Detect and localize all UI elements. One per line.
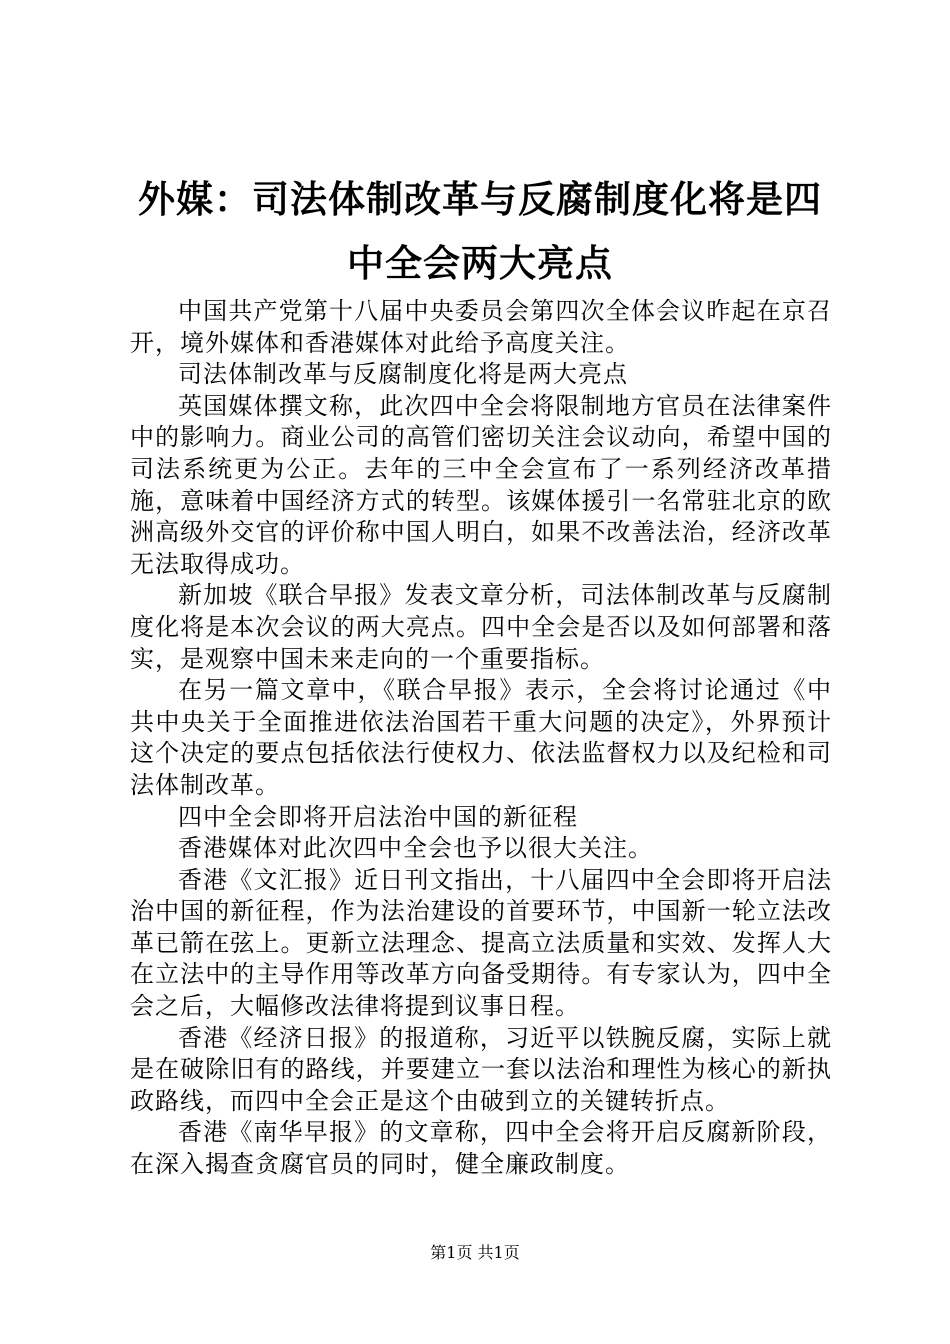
document-body <box>130 296 832 1181</box>
paragraph-uk-media: 英国媒体撰文称，此次四中全会将限制地方官员在法律案件中的影响力。商业公司的高管们密切关注会议动向，希望中国的司法系统更为公正。去年的三中全会宣布了一系列经济改革措施，意味着中国经济方式的转型。该媒体援引一名常驻北京的欧洲高级外交官的评价称中国人明白，如果不改善法治，经济改革无法取得成功。 <box>130 391 832 578</box>
paragraph-zaobao-analysis: 新加坡《联合早报》发表文章分析，司法体制改革与反腐制度化将是本次会议的两大亮点。四中全会是否以及如何部署和落实，是观察中国未来走向的一个重要指标。 <box>130 581 832 673</box>
paragraph-hket: 香港《经济日报》的报道称，习近平以铁腕反腐，实际上就是在破除旧有的路线，并要建立一套以法治和理性为核心的新执政路线，而四中全会正是这个由破到立的关键转折点。 <box>130 1023 832 1115</box>
document-title: 外媒：司法体制改革与反腐制度化将是四中全会两大亮点 <box>138 178 822 285</box>
paragraph-wenweipo: 香港《文汇报》近日刊文指出，十八届四中全会即将开启法治中国的新征程，作为法治建设的首要环节，中国新一轮立法改革已箭在弦上。更新立法理念、提高立法质量和实效、发挥人大在立法中的主导作用等改革方向备受期待。有专家认为，四中全会之后，大幅修改法律将提到议事日程。 <box>130 865 832 1021</box>
paragraph-hk-media: 香港媒体对此次四中全会也予以很大关注。 <box>178 834 653 863</box>
section-heading-rule-of-law: 四中全会即将开启法治中国的新征程 <box>178 802 578 831</box>
paragraph-scmp: 香港《南华早报》的文章称，四中全会将开启反腐新阶段，在深入揭查贪腐官员的同时，健全廉政制度。 <box>130 1118 832 1179</box>
page-number-footer: 第1页 共1页 <box>430 1243 520 1262</box>
section-heading-highlights: 司法体制改革与反腐制度化将是两大亮点 <box>178 360 628 389</box>
paragraph-zaobao-decision: 在另一篇文章中，《联合早报》表示，全会将讨论通过《中共中央关于全面推进依法治国若干重大问题的决定》，外界预计这个决定的要点包括依法行使权力、依法监督权力以及纪检和司法体制改革。 <box>130 676 832 799</box>
paragraph-intro: 中国共产党第十八届中央委员会第四次全体会议昨起在京召开，境外媒体和香港媒体对此给予高度关注。 <box>130 297 832 357</box>
